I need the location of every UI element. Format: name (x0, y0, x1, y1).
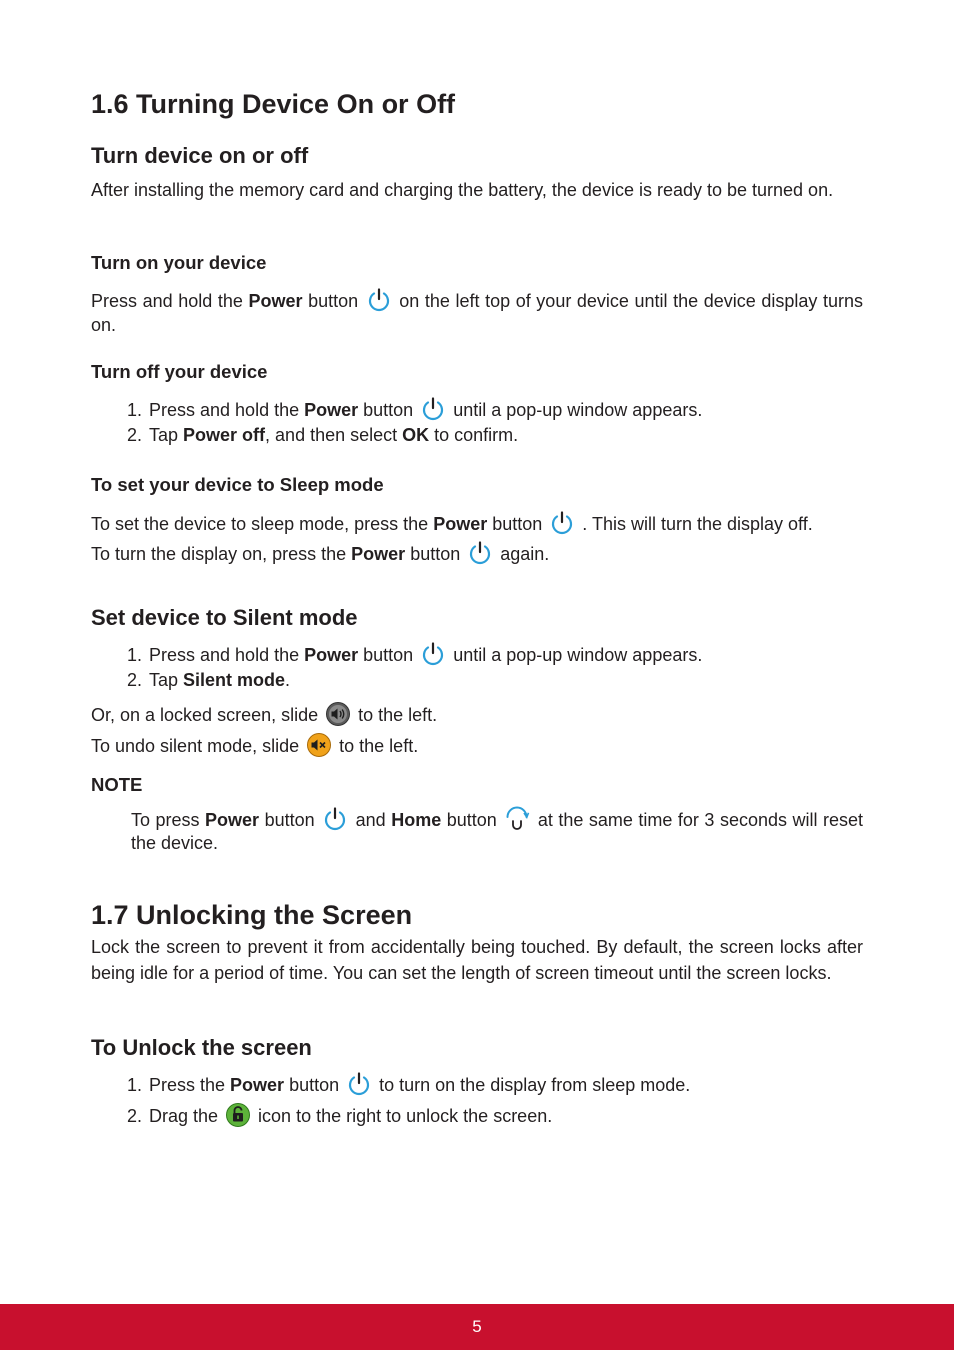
heading-turn-on: Turn on your device (91, 252, 267, 273)
page-footer (0, 1304, 954, 1350)
sound-icon (325, 701, 351, 727)
paragraph-sleep-2: To turn the display on, press the Power button again. (91, 540, 863, 566)
paragraph-turn-on: Press and hold the Power button on the left top of your device until the device display turns on. (91, 287, 863, 337)
heading-unlock: To Unlock the screen (91, 1035, 312, 1060)
list-item: 1. Press the Power button to turn on the display from sleep mode. (127, 1071, 867, 1097)
list-item: 2. Tap Power off, and then select OK to confirm. (127, 425, 519, 445)
paragraph-turn-on-off: After installing the memory card and charging the battery, the device is ready to be turned on. (91, 180, 834, 200)
note-label: NOTE (91, 774, 143, 795)
power-icon (366, 287, 392, 313)
power-icon (420, 641, 446, 667)
power-icon (322, 806, 348, 832)
power-icon (467, 540, 493, 566)
power-icon (346, 1071, 372, 1097)
paragraph-unlock-intro: Lock the screen to prevent it from accidentally being touched. By default, the screen locks after being idle for a period of time. You can set the length of screen timeout until the screen locks. (91, 937, 863, 983)
home-icon (504, 806, 530, 832)
paragraph-sleep-1: To set the device to sleep mode, press the Power button . This will turn the display off. (91, 510, 863, 536)
mute-icon (306, 732, 332, 758)
paragraph-silent-slide: Or, on a locked screen, slide to the left. (91, 701, 863, 727)
section-title-1-7: 1.7 Unlocking the Screen (91, 900, 413, 930)
page-number: 5 (472, 1317, 482, 1336)
heading-silent-mode: Set device to Silent mode (91, 605, 358, 630)
note-text: To press Power button and Home button at the same time for 3 seconds will reset the device. (131, 806, 863, 855)
list-item: 2. Tap Silent mode. (127, 670, 291, 690)
section-title-1-6: 1.6 Turning Device On or Off (91, 89, 456, 119)
lock-icon (225, 1102, 251, 1128)
list-item: 2. Drag the icon to the right to unlock the screen. (127, 1102, 867, 1128)
heading-turn-off: Turn off your device (91, 361, 268, 382)
heading-sleep-mode: To set your device to Sleep mode (91, 474, 384, 495)
paragraph-silent-undo: To undo silent mode, slide to the left. (91, 732, 863, 758)
power-icon (549, 510, 575, 536)
heading-turn-on-off: Turn device on or off (91, 143, 309, 168)
list-item: 1. Press and hold the Power button until a pop-up window appears. (127, 396, 867, 422)
list-item: 1. Press and hold the Power button until a pop-up window appears. (127, 641, 867, 667)
power-icon (420, 396, 446, 422)
